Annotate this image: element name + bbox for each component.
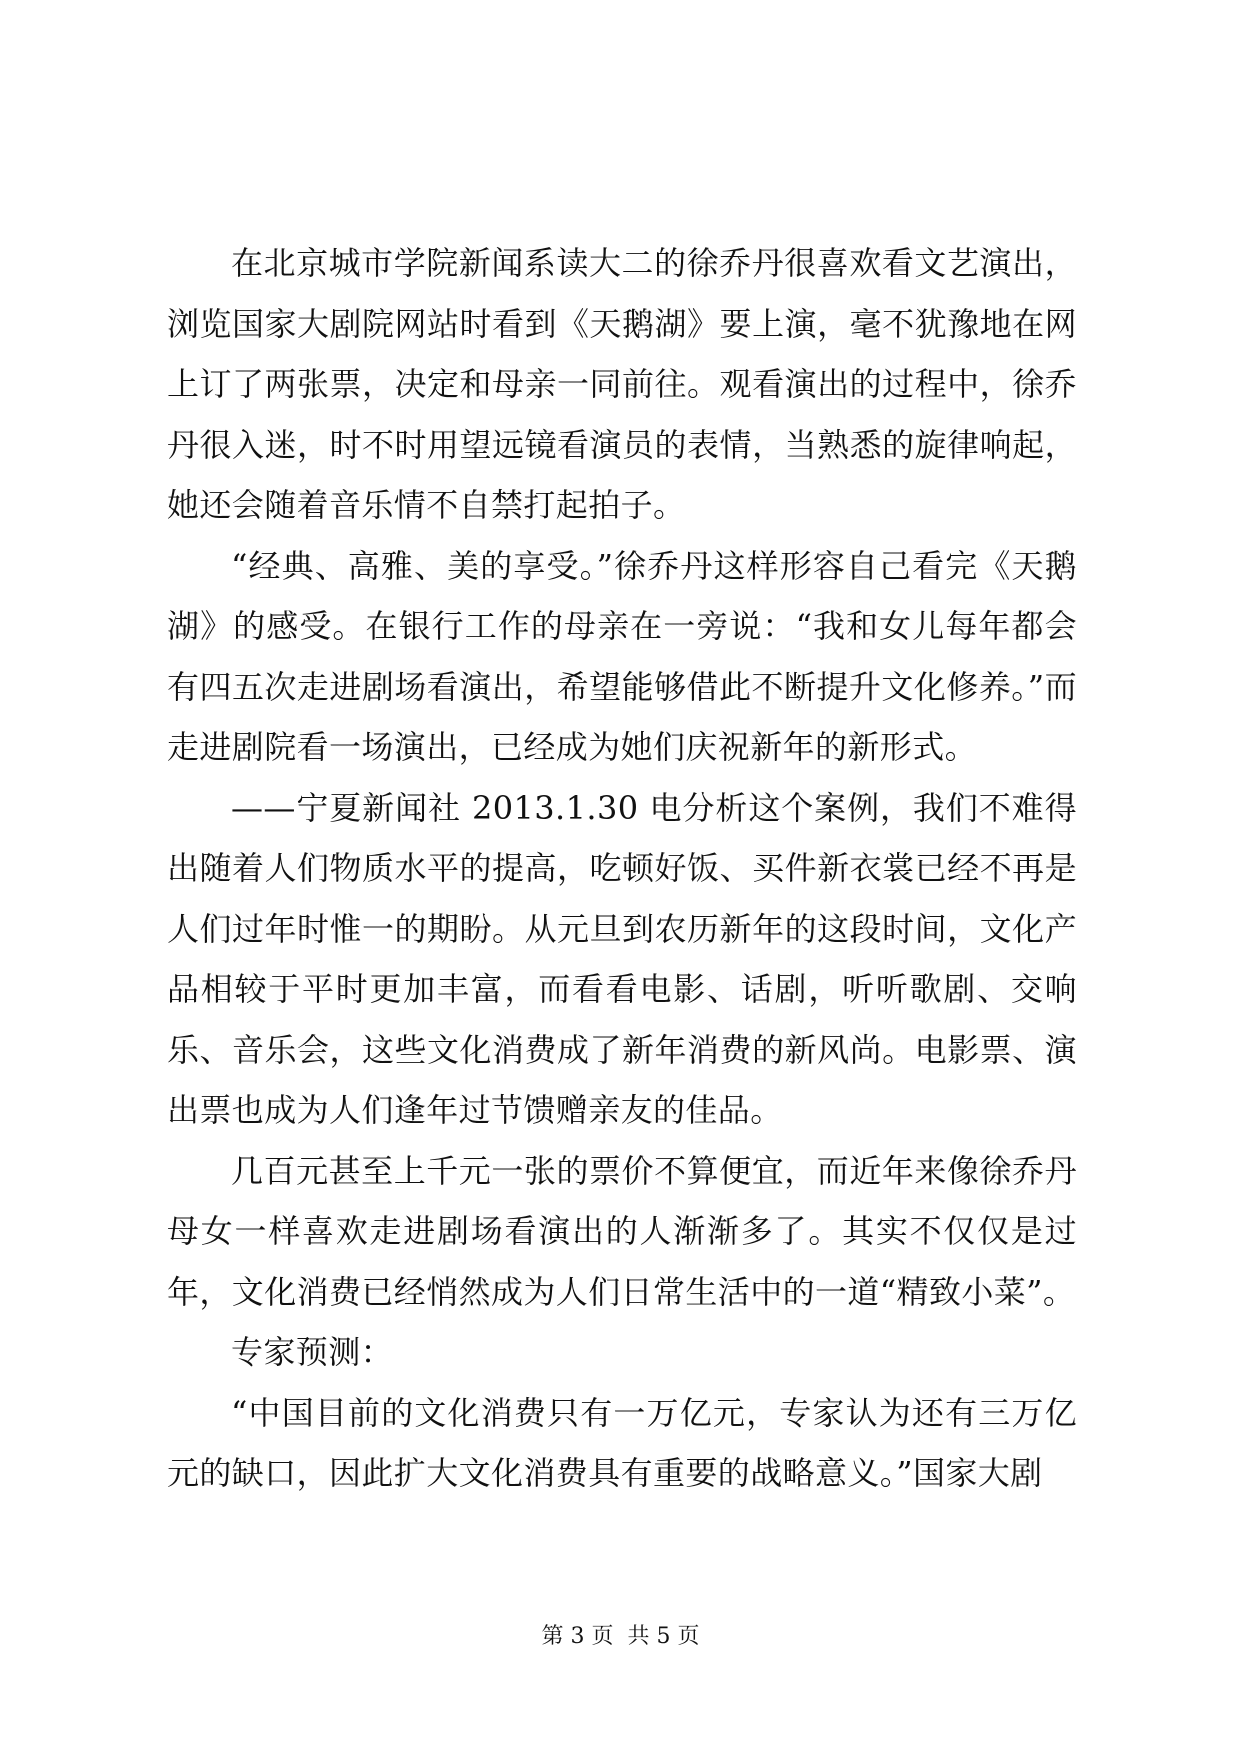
page-number: 第 3 页 (541, 1624, 614, 1649)
paragraph-6: “中国目前的文化消费只有一万亿元，专家认为还有三万亿元的缺口，因此扩大文化消费具有重要的战略意义。”国家大剧 (167, 1393, 1077, 1492)
paragraph-1: 在北京城市学院新闻系读大二的徐乔丹很喜欢看文艺演出，浏览国家大剧院网站时看到《天鹅湖》要上演，毫不犹豫地在网上订了两张票，决定和母亲一同前往。观看演出的过程中，徐乔丹很入迷，时不时用望远镜看演员的表情，当熟悉的旋律响起，她还会随着音乐情不自禁打起拍子。 (167, 244, 1077, 524)
page-footer (0, 1622, 1241, 1652)
page-total: 共 5 页 (627, 1624, 700, 1649)
paragraph-3: ——宁夏新闻社 2013.1.30 电分析这个案例，我们不难得出随着人们物质水平的提高，吃顿好饭、买件新衣裳已经不再是人们过年时惟一的期盼。从元旦到农历新年的这段时间，文化产品相较于平时更加丰富，而看看电影、话剧，听听歌剧、交响乐、音乐会，这些文化消费成了新年消费的新风尚。电影票、演出票也成为人们逢年过节馈赠亲友的佳品。 (167, 788, 1077, 1129)
document-body (167, 233, 1077, 1504)
paragraph-5: 专家预测： (231, 1333, 394, 1371)
paragraph-4: 几百元甚至上千元一张的票价不算便宜，而近年来像徐乔丹母女一样喜欢走进剧场看演出的人渐渐多了。其实不仅仅是过年，文化消费已经悄然成为人们日常生活中的一道“精致小菜”。 (167, 1151, 1077, 1311)
paragraph-2: “经典、高雅、美的享受。”徐乔丹这样形容自己看完《天鹅湖》的感受。在银行工作的母亲在一旁说：“我和女儿每年都会有四五次走进剧场看演出，希望能够借此不断提升文化修养。”而走进剧院看一场演出，已经成为她们庆祝新年的新形式。 (167, 546, 1077, 766)
